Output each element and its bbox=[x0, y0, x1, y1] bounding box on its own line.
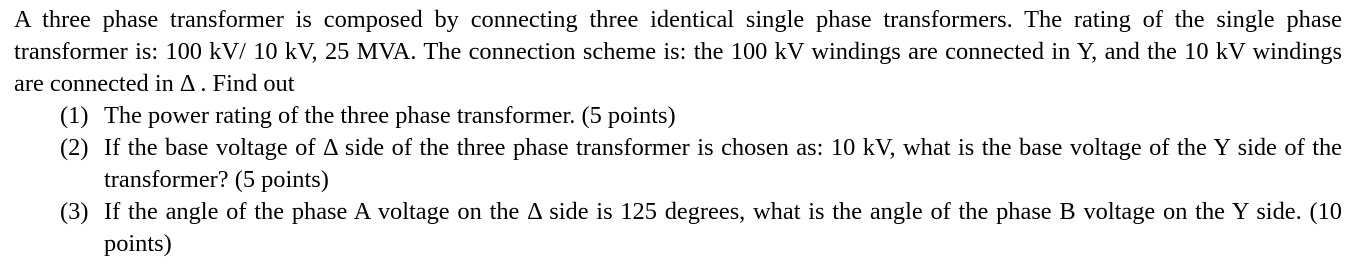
question-text-2: If the base voltage of Δ side of the three phase transformer is chosen as: 10 kV, what is the base voltage of the Y side of the transformer? (5 points) bbox=[104, 134, 1342, 193]
question-number-3: (3) bbox=[60, 198, 89, 225]
question-text-3: If the angle of the phase A voltage on the Δ side is 125 degrees, what is the angle of the phase B voltage on the Y side. (10 points) bbox=[104, 198, 1342, 257]
question-number-2: (2) bbox=[60, 134, 89, 161]
question-item-1 bbox=[14, 100, 1342, 132]
question-item-3 bbox=[14, 196, 1342, 260]
question-number-1: (1) bbox=[60, 102, 89, 129]
question-item-2 bbox=[14, 132, 1342, 196]
question-text-1: The power rating of the three phase transformer. (5 points) bbox=[104, 102, 676, 129]
question-list bbox=[14, 100, 1342, 260]
problem-intro: A three phase transformer is composed by connecting three identical single phase transformers. The rating of the single phase transformer is: 100 kV/ 10 kV, 25 MVA. The connection scheme is: the 100 kV windings are connected in Y, and the 10 kV windings are connected in Δ . Find out bbox=[14, 6, 1342, 97]
